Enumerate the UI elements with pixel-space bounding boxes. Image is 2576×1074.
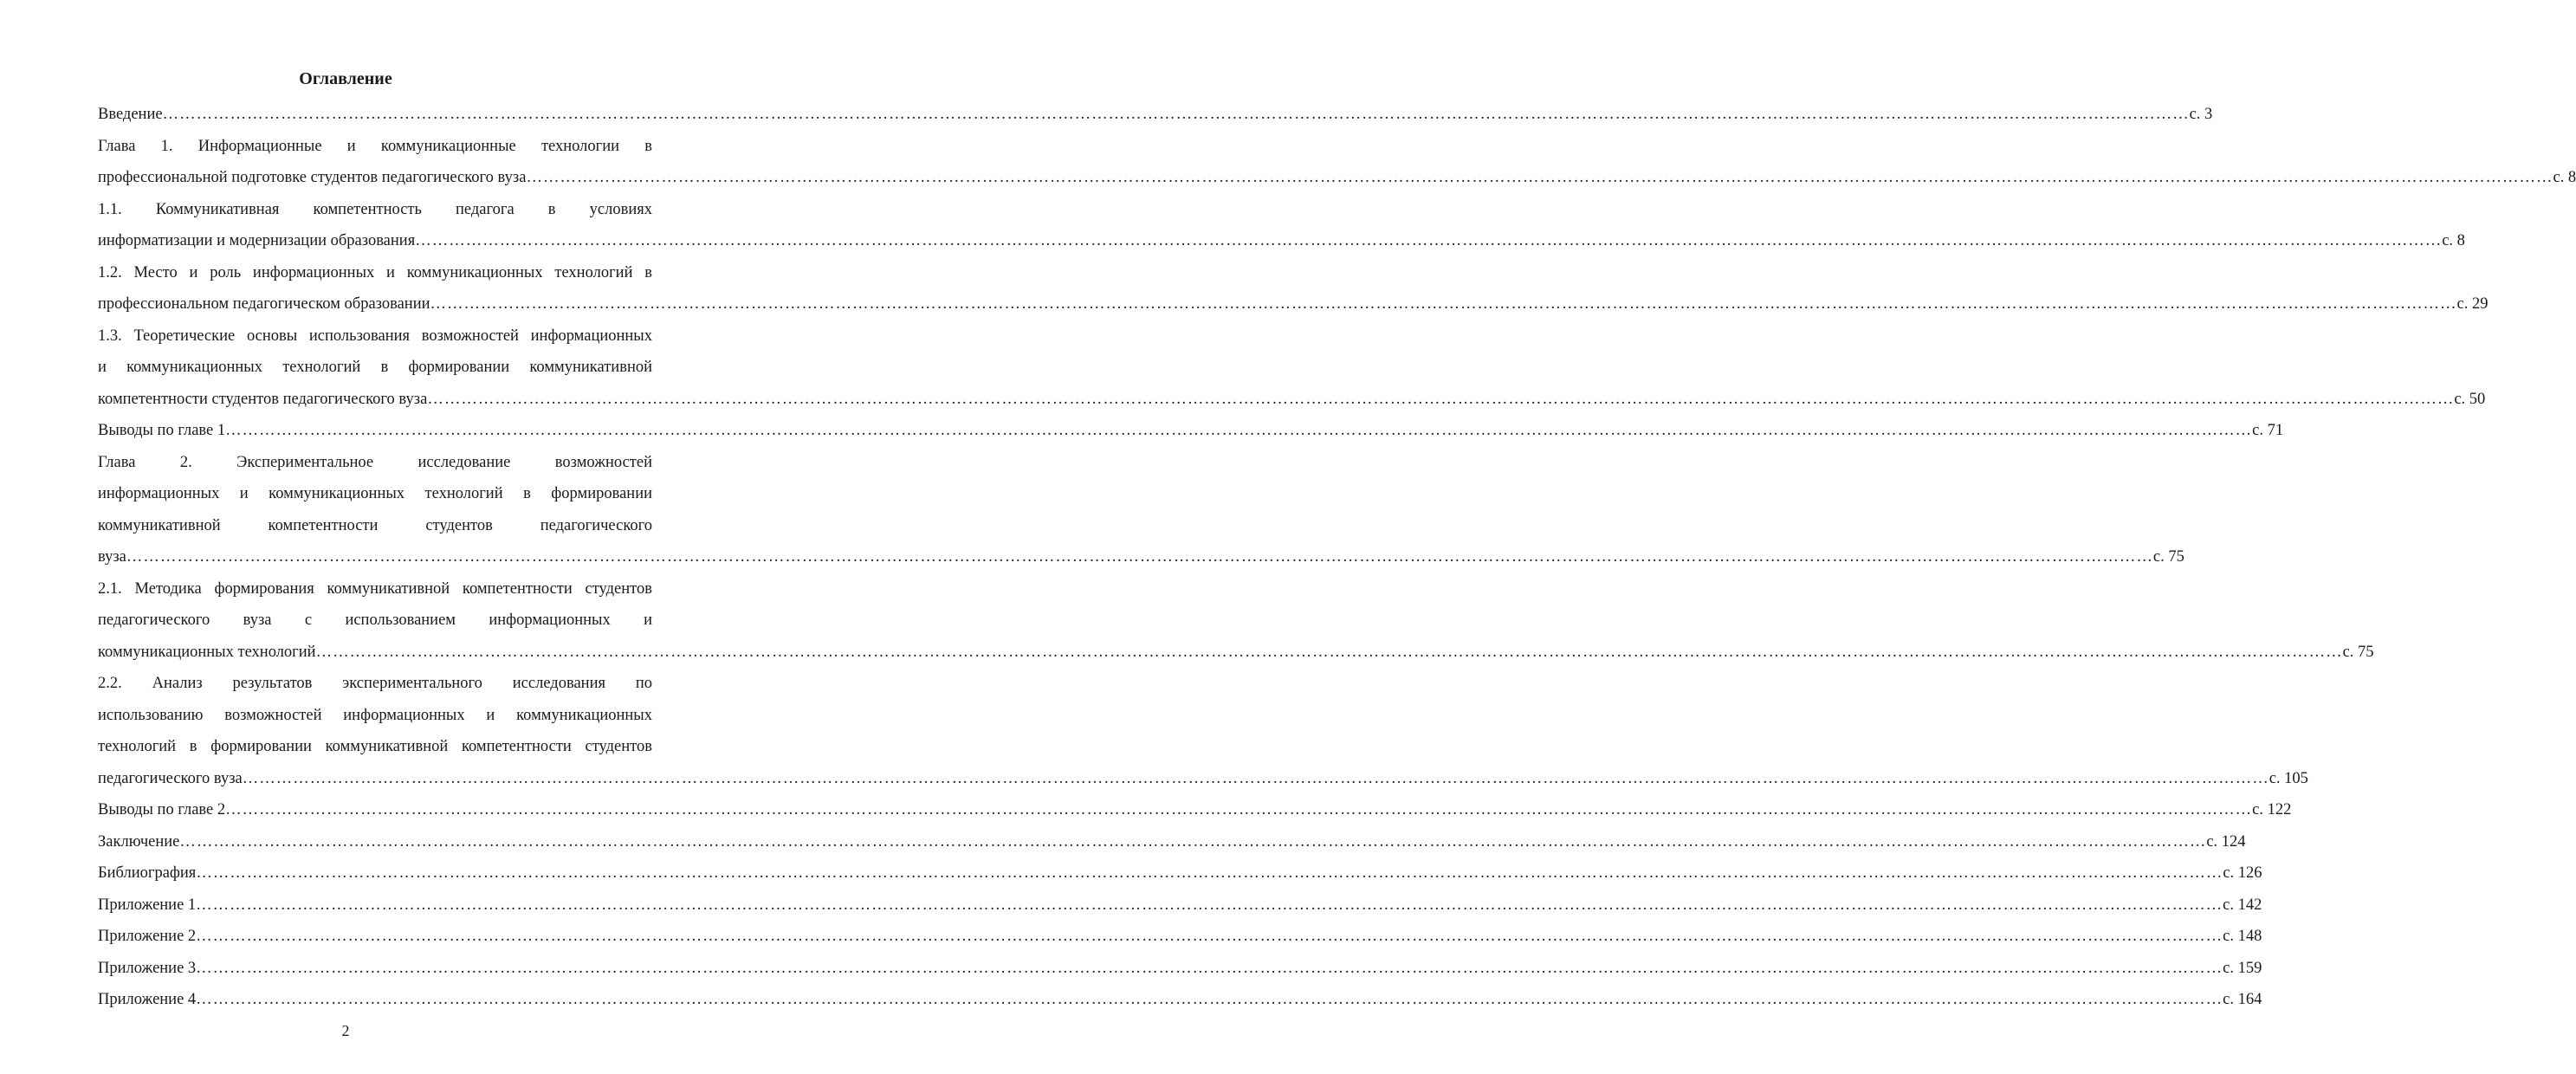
toc-entry-last-line — [98, 225, 2465, 257]
toc-entry-last-line — [98, 763, 2308, 795]
toc-entry — [98, 953, 2262, 985]
toc-entry-last-line — [98, 826, 2246, 858]
toc-entry-title: Заключение — [98, 832, 180, 851]
toc-entry-page: с. 159 — [2223, 959, 2262, 977]
toc-entry-title: Библиография — [98, 864, 197, 882]
toc-entry — [98, 573, 2374, 669]
toc-entry — [98, 668, 2308, 794]
toc-entry — [98, 131, 2576, 194]
page-title: Оглавление — [299, 69, 392, 88]
toc-entry-title: профессиональном педагогическом образовании — [98, 295, 430, 313]
toc-entry-last-line — [98, 415, 2284, 447]
toc-entry-page: с. 126 — [2223, 864, 2262, 882]
dot-leader: ……………………………………………………………………………………………………………………………………………………………………………………………………………………………………………………………………………………………………………………………… — [196, 928, 2223, 945]
toc-entry-page: с. 122 — [2252, 801, 2292, 818]
toc-entry — [98, 320, 2486, 416]
dot-leader: ……………………………………………………………………………………………………………………………………………………………………………………………………………………………………………………………………………………………………………………………… — [242, 769, 2269, 787]
toc-entry-line: 2.2. Анализ результатов экспериментального исследования по — [98, 675, 652, 692]
dot-leader: ……………………………………………………………………………………………………………………………………………………………………………………………………………………………………………………………………………………………………………………………… — [179, 832, 2207, 851]
toc-entry-last-line — [98, 984, 2262, 1016]
toc-entry-line: технологий в формировании коммуникативной компетентности студентов — [98, 738, 652, 755]
toc-entry-title: компетентности студентов педагогического вуза — [98, 390, 428, 408]
toc-entry-last-line — [98, 921, 2262, 953]
toc-entry — [98, 984, 2262, 1016]
toc-entry — [98, 921, 2262, 953]
toc-entry-line: и коммуникационных технологий в формировании коммуникативной — [98, 359, 652, 376]
toc-entry — [98, 857, 2262, 890]
dot-leader: ……………………………………………………………………………………………………………………………………………………………………………………………………………………………………………………………………………………………………………………………… — [196, 896, 2223, 914]
toc-entry-line: информационных и коммуникационных технологий в формировании — [98, 485, 652, 502]
toc-entry-title: Выводы по главе 1 — [98, 422, 226, 439]
toc-entry-page: с. 71 — [2252, 422, 2284, 439]
toc-entry-page: с. 105 — [2269, 769, 2308, 787]
toc-entry-page: с. 164 — [2223, 991, 2262, 1008]
toc-entry-page: с. 50 — [2454, 390, 2486, 408]
toc-entry — [98, 257, 2489, 320]
dot-leader: ……………………………………………………………………………………………………………………………………………………………………………………………………………………………………………………………………………………………………………………………… — [225, 801, 2253, 818]
toc-entry-line: коммуникативной компетентности студентов педагогического — [98, 516, 652, 534]
toc-entry-last-line — [98, 890, 2262, 922]
dot-leader: ……………………………………………………………………………………………………………………………………………………………………………………………………………………………………………………………………………………………………………………………… — [225, 422, 2253, 439]
toc-entry-title: профессиональной подготовке студентов педагогического вуза — [98, 169, 527, 186]
toc-entry-line: 1.1. Коммуникативная компетентность педагога в условиях — [98, 200, 652, 218]
dot-leader: ……………………………………………………………………………………………………………………………………………………………………………………………………………………………………………………………………………………………………………………………… — [430, 295, 2457, 313]
toc-entry-title: информатизации и модернизации образования — [98, 232, 416, 249]
dot-leader: ……………………………………………………………………………………………………………………………………………………………………………………………………………………………………………………………………………………………………………………………… — [196, 959, 2223, 977]
toc-entry-last-line — [98, 288, 2489, 320]
toc-entry-title: вуза — [98, 548, 126, 566]
toc-entry-line: Глава 2. Экспериментальное исследование возможностей — [98, 453, 652, 471]
toc-entry-last-line — [98, 794, 2292, 826]
toc-entry-page: с. 8 — [2442, 232, 2465, 249]
toc-entry-last-line — [98, 953, 2262, 985]
toc-entry-page: с. 142 — [2223, 896, 2262, 914]
toc-entry — [98, 826, 2246, 858]
toc-entry-title: педагогического вуза — [98, 769, 243, 787]
toc-entry-line: педагогического вуза с использованием информационных и — [98, 611, 652, 629]
dot-leader: ……………………………………………………………………………………………………………………………………………………………………………………………………………………………………………………………………………………………………………………………… — [427, 390, 2455, 408]
dot-leader: ……………………………………………………………………………………………………………………………………………………………………………………………………………………………………………………………………………………………………………………………… — [526, 169, 2553, 186]
toc-entry-last-line — [98, 384, 2486, 416]
toc-entry-title: Приложение 4 — [98, 991, 197, 1008]
dot-leader: ……………………………………………………………………………………………………………………………………………………………………………………………………………………………………………………………………………………………………………………………… — [162, 106, 2190, 123]
toc-entry-last-line — [98, 857, 2262, 890]
toc-entry-title: Приложение 3 — [98, 959, 197, 977]
toc-entry — [98, 194, 2465, 257]
dot-leader: ……………………………………………………………………………………………………………………………………………………………………………………………………………………………………………………………………………………………………………………………… — [315, 643, 2343, 661]
toc-entry — [98, 890, 2262, 922]
toc-entry — [98, 794, 2292, 826]
toc-entry-page: с. 75 — [2342, 643, 2374, 661]
toc-entry-line: 1.2. Место и роль информационных и коммуникационных технологий в — [98, 263, 652, 281]
toc-entry-title: Приложение 2 — [98, 928, 197, 945]
toc-entry-line: использованию возможностей информационных и коммуникационных — [98, 706, 652, 724]
toc-entry-last-line — [98, 637, 2374, 669]
toc-entry — [98, 415, 2284, 447]
toc-entry-last-line — [98, 99, 2213, 131]
toc-entry-line: 2.1. Методика формирования коммуникативной компетентности студентов — [98, 579, 652, 598]
dot-leader: ……………………………………………………………………………………………………………………………………………………………………………………………………………………………………………………………………………………………………………………………… — [415, 232, 2443, 249]
toc-entry-line: Глава 1. Информационные и коммуникационные технологии в — [98, 137, 652, 155]
toc-entry-page: с. 148 — [2223, 928, 2262, 945]
dot-leader: ……………………………………………………………………………………………………………………………………………………………………………………………………………………………………………………………………………………………………………………………… — [196, 864, 2223, 882]
toc-entry-title: Введение — [98, 106, 163, 123]
toc-entry-last-line — [98, 541, 2184, 573]
table-of-contents — [98, 99, 2576, 1016]
toc-entry-page: с. 3 — [2189, 106, 2213, 123]
toc-entry-title: Приложение 1 — [98, 896, 197, 914]
page-number: 2 — [341, 1022, 350, 1039]
toc-entry-page: с. 29 — [2456, 295, 2489, 313]
toc-entry — [98, 447, 2184, 573]
toc-entry-page: с. 8 — [2553, 169, 2576, 186]
toc-entry-title: Выводы по главе 2 — [98, 801, 226, 818]
toc-entry-last-line — [98, 162, 2576, 194]
toc-entry-page: с. 124 — [2206, 832, 2246, 851]
toc-entry-page: с. 75 — [2152, 548, 2184, 566]
toc-entry-line: 1.3. Теоретические основы использования возможностей информационных — [98, 327, 652, 345]
toc-entry-title: коммуникационных технологий — [98, 643, 316, 661]
dot-leader: ……………………………………………………………………………………………………………………………………………………………………………………………………………………………………………………………………………………………………………………………… — [196, 991, 2223, 1008]
dot-leader: ……………………………………………………………………………………………………………………………………………………………………………………………………………………………………………………………………………………………………………………………… — [126, 548, 2153, 566]
toc-entry — [98, 99, 2213, 131]
